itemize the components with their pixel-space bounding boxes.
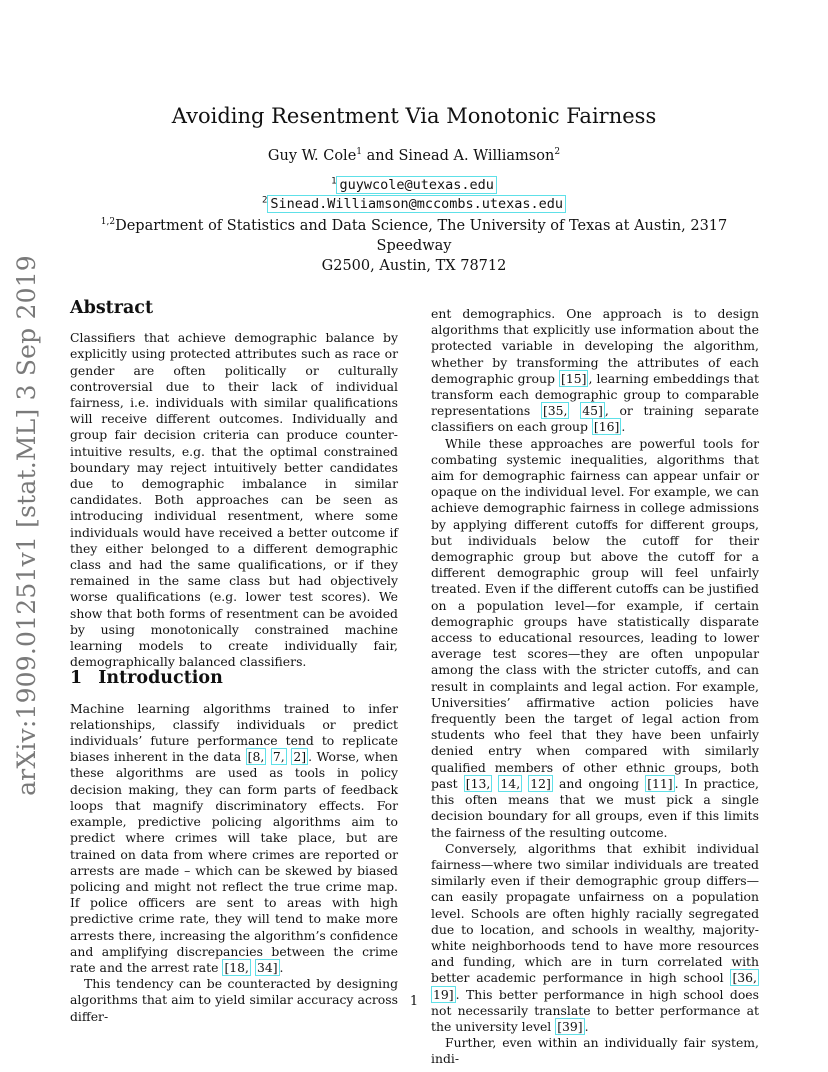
citation-link[interactable]: 34]: [256, 959, 278, 975]
author-2: Sinead A. Williamson: [398, 148, 555, 164]
intro-paragraph-2: This tendency can be counteracted by designing algorithms that aim to yield similar accuracy across differ-: [70, 976, 398, 1024]
citation-link[interactable]: [13,: [465, 775, 491, 791]
email-1-sup: 1: [331, 176, 337, 187]
abstract-text: Classifiers that achieve demographic balance by explicitly using protected attributes such as race or gender are often politically or culturally controversial due to their lack of individual fairness, i.e. individuals with similar qualifications will receive different outcomes. Individually and group fair decision criteria can produce counter-intuitive results, e.g. that the optimal constrained boundary may reject intuitively better candidates due to demographic imbalance in similar candidates. Both approaches can be seen as introducing individual resentment, where some individuals would have received a better outcome if they either belonged to a different demographic class and had the same qualifications, or if they remained in the same class but had objectively worse qualifications (e.g. lower test scores). We show that both forms of resentment can be avoided by using monotonically constrained machine learning models to create individually fair, demographically balanced classifiers.: [70, 330, 398, 670]
citation-link[interactable]: 45]: [582, 403, 603, 419]
right-p1-text-a: ent demographics. One approach is to design algorithms that explicitly use information about the protected variable in developing the algorithm, whether by transforming the attributes of each demographic group: [431, 306, 759, 386]
citation-link[interactable]: 19]: [433, 986, 454, 1002]
citation-link[interactable]: [11]: [647, 775, 673, 791]
intro-p1-end: .: [279, 959, 284, 975]
intro-p1-text-b: . Worse, when these algorithms are used as tools in policy decision making, they can form parts of feedback loops that magnify discriminatory effects. For example, predictive policing algorithms aim to predict where crimes will take place, but are trained on data from where crimes are reported or arrests are made – which can be skewed by biased policing and might not reflect the true crime map. If police officers are sent to areas with high predictive crime rate, they will tend to make more arrests there, increasing the algorithm’s confidence and amplifying discrepancies between the crime rate and the arrest rate: [70, 749, 398, 975]
right-paragraph-2: [431, 436, 759, 841]
citation-link[interactable]: [36,: [732, 970, 757, 986]
citation-link[interactable]: [39]: [557, 1018, 583, 1034]
affiliation-sup: 1,2: [100, 217, 116, 228]
abstract-heading: Abstract: [70, 298, 154, 318]
affiliation: [80, 216, 748, 276]
affiliation-line-1: Department of Statistics and Data Science, The University of Texas at Austin, 2317 Speedway: [115, 218, 728, 254]
citation-link[interactable]: [8,: [247, 749, 265, 765]
citation-link[interactable]: [15]: [561, 370, 587, 386]
citation-link[interactable]: 14,: [500, 775, 521, 791]
author-1: Guy W. Cole: [267, 148, 357, 164]
email-2-sup: 2: [261, 195, 268, 206]
right-p3-text-a: Conversely, algorithms that exhibit individual fairness—where two similar individuals are treated similarly even if their demographic group differs—can easily propagate unfairness on a population level. Schools are often highly racially segregated due to location, and schools in wealthy, majority-white neighborhoods tend to have more resources and funding, which are in turn correlated with better academic performance in high school: [431, 840, 759, 986]
author-and: and: [362, 148, 399, 164]
right-paragraph-4: Further, even within an individually fair system, indi-: [431, 1035, 759, 1067]
intro-title: Introduction: [98, 668, 223, 689]
intro-number: 1: [70, 668, 83, 689]
right-column: [431, 306, 759, 1068]
intro-heading: [70, 668, 398, 689]
right-p1-text-c: , or training separate classifiers on each group: [431, 403, 759, 435]
right-paragraph-1: [431, 306, 759, 436]
affiliation-line-2: G2500, Austin, TX 78712: [321, 258, 507, 274]
paper-title: Avoiding Resentment Via Monotonic Fairness: [171, 104, 657, 128]
right-p2-text-a: While these approaches are powerful tools for combating systemic inequalities, algorithms that aim for demographic fairness can appear unfair or opaque on the individual level. For example, we can achieve demographic fairness in college admissions by applying different cutoffs for different groups, but individuals below the cutoff for their demographic group but above the cutoff for a different demographic group will feel unfairly treated. Even if the different cutoffs can be justified on a population level—for example, if certain demographic groups have statistically disparate access to educational resources, leading to lower average test scores—they are often unpopular among the class with the stricter cutoffs, and can result in complaints and legal action. For example, Universities’ affirmative action policies have frequently been the target of legal action from students who feel that they have been unfairly denied entry when compared with similarly qualified members of other ethnic groups, both past: [431, 435, 759, 791]
email-link-2[interactable]: Sinead.Williamson@mccombs.utexas.edu: [267, 195, 566, 213]
citation-link[interactable]: 2]: [293, 749, 307, 765]
right-p2-text-b: and ongoing: [552, 775, 646, 791]
right-p3-text-b: . This better performance in high school does not necessarily translate to better performance at the university level: [431, 986, 759, 1034]
author-line: [80, 148, 748, 164]
right-p2-text-c: . In practice, this often means that we must pick a single decision boundary for all groups, even if this limits the fairness of the resulting outcome.: [431, 775, 759, 840]
author-2-sup: 2: [554, 147, 561, 158]
title-block: [80, 104, 748, 276]
email-link-1[interactable]: guywcole@utexas.edu: [336, 176, 496, 194]
intro-p1-text-a: Machine learning algorithms trained to infer relationships, classify individuals or predict individuals’ future performance tend to replicate biases inherent in the data: [70, 700, 398, 765]
right-p3-end: .: [584, 1018, 589, 1034]
author-1-sup: 1: [356, 147, 363, 158]
citation-link[interactable]: 7,: [272, 749, 285, 765]
citation-link[interactable]: [16]: [593, 419, 620, 435]
citation-link[interactable]: [18,: [224, 959, 249, 975]
right-p1-end: .: [621, 419, 626, 435]
citation-link[interactable]: 12]: [530, 775, 551, 791]
left-column: [70, 300, 398, 1025]
right-p1-text-b: , learning embeddings that transform each demographic group to comparable representations: [431, 370, 759, 419]
page-number: 1: [409, 994, 419, 1009]
intro-paragraph-1: [70, 701, 398, 976]
email-block: [80, 176, 748, 214]
arxiv-stamp: [4, 254, 48, 796]
citation-link[interactable]: [35,: [542, 403, 568, 419]
arxiv-stamp-text: arXiv:1909.01251v1 [stat.ML] 3 Sep 2019: [11, 254, 41, 796]
